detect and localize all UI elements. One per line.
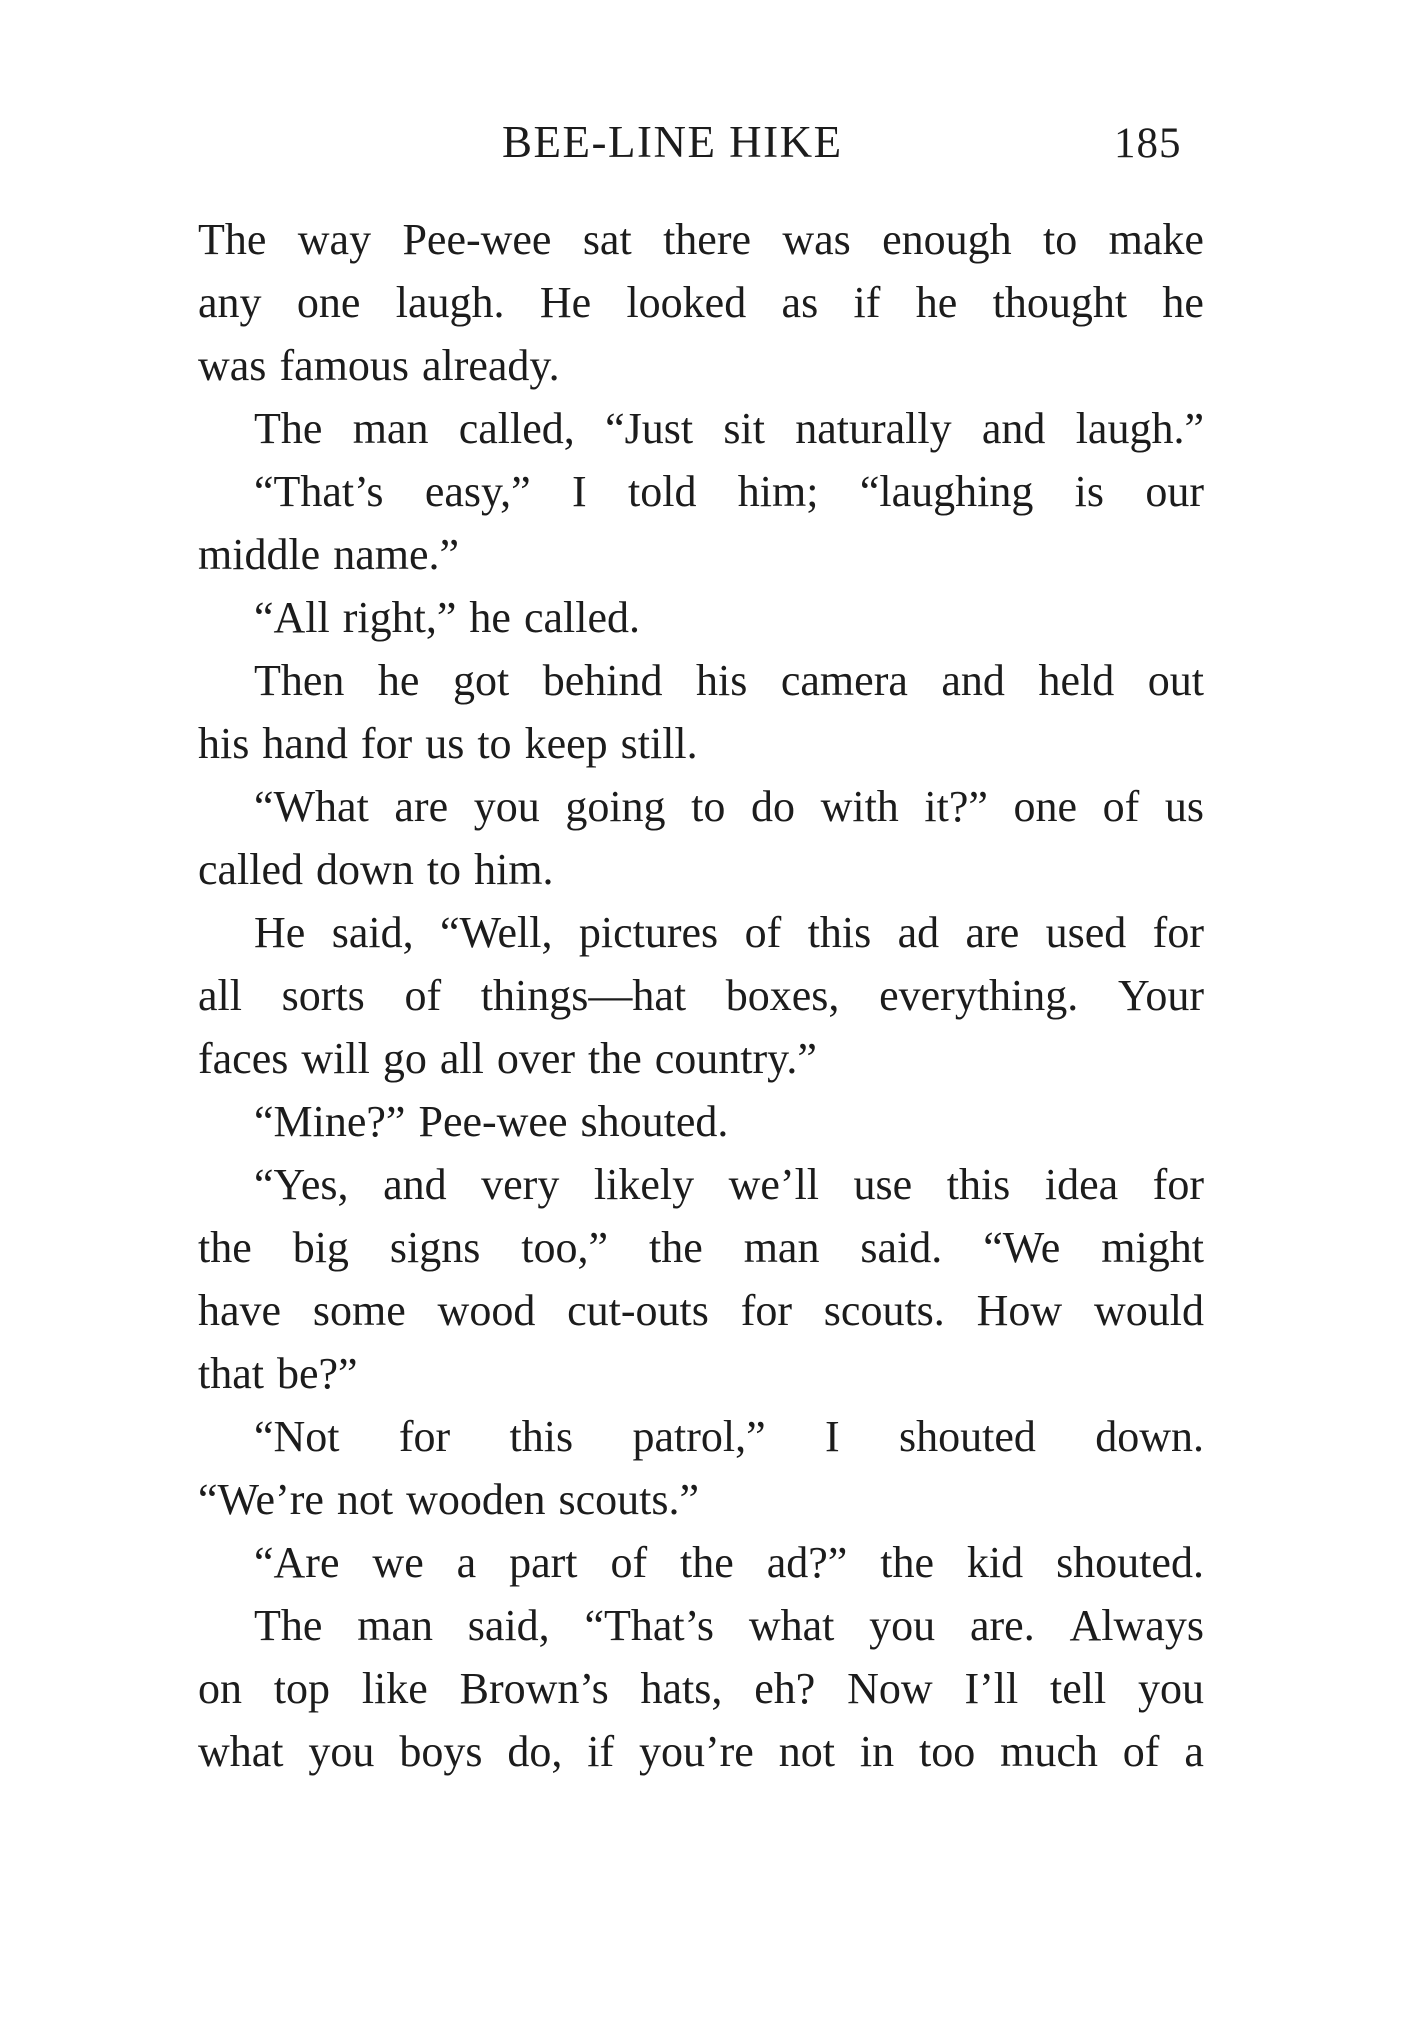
word: to (426, 845, 462, 894)
word: looked (626, 278, 747, 327)
word: Always (1069, 1601, 1204, 1650)
word: all (439, 1034, 484, 1083)
word: big (292, 1223, 349, 1272)
word: for (740, 1286, 792, 1335)
word: hats, (640, 1664, 723, 1713)
text-line (198, 964, 1204, 1027)
word: thought (992, 278, 1128, 327)
word: Pee-wee (402, 215, 552, 264)
word: a (456, 1538, 477, 1587)
text-line (198, 1720, 1204, 1783)
word: laugh.” (1075, 404, 1204, 453)
word: sit (723, 404, 765, 453)
word: likely (593, 1160, 695, 1209)
word: are. (969, 1601, 1035, 1650)
text-line (198, 712, 1204, 775)
word: The (254, 1601, 323, 1650)
word: might (1101, 1223, 1204, 1272)
text-line (198, 1027, 1204, 1090)
word: was (782, 215, 851, 264)
word: camera (780, 656, 908, 705)
word: eh? (754, 1664, 816, 1713)
word: middle (198, 530, 321, 579)
word: boxes, (725, 971, 840, 1020)
page-number: 185 (1114, 120, 1182, 167)
word: like (361, 1664, 428, 1713)
word: pictures (578, 908, 719, 957)
word: you (869, 1601, 936, 1650)
word: ad (897, 908, 940, 957)
word: man (357, 1601, 433, 1650)
text-line (198, 208, 1204, 271)
word: all (198, 971, 242, 1020)
word: he (915, 278, 958, 327)
word: easy,” (424, 467, 531, 516)
word: there (663, 215, 751, 264)
word: hand (262, 719, 348, 768)
word: not (336, 1475, 394, 1524)
word: “That’s (254, 467, 384, 516)
word: some (312, 1286, 406, 1335)
word: called. (523, 593, 640, 642)
word: as (781, 278, 819, 327)
word: be?” (276, 1349, 358, 1398)
word: famous (279, 341, 409, 390)
text-line (198, 460, 1204, 523)
word: use (853, 1160, 913, 1209)
word: have (198, 1286, 282, 1335)
word: of (1122, 1727, 1160, 1776)
word: said, (331, 908, 414, 957)
word: and (981, 404, 1046, 453)
word: enough (882, 215, 1012, 264)
body-text (198, 208, 1204, 1783)
text-line (198, 838, 1204, 901)
word: one (296, 278, 361, 327)
word: kid (966, 1538, 1024, 1587)
word: everything. (879, 971, 1079, 1020)
word: faces (198, 1034, 289, 1083)
word: “What (254, 782, 369, 831)
running-title: BEE-LINE HIKE (502, 117, 843, 167)
text-line (198, 775, 1204, 838)
word: Your (1117, 971, 1204, 1020)
word: said, (467, 1601, 550, 1650)
word: of (404, 971, 442, 1020)
word: he (469, 593, 511, 642)
text-line (198, 1405, 1204, 1468)
word: called (198, 845, 304, 894)
word: Then (254, 656, 345, 705)
text-line (198, 1153, 1204, 1216)
word: us (425, 719, 465, 768)
word: for (360, 719, 413, 768)
word: if (853, 278, 881, 327)
word: our (1145, 467, 1204, 516)
word: for (1152, 1160, 1204, 1209)
word: for (1152, 908, 1204, 957)
word: one (1013, 782, 1078, 831)
word: “Not (254, 1412, 340, 1461)
word: this (509, 1412, 574, 1461)
text-line (198, 1342, 1204, 1405)
word: of (744, 908, 782, 957)
word: shouted (898, 1412, 1036, 1461)
word: “Well, (439, 908, 553, 957)
word: us (1164, 782, 1204, 831)
word: I (572, 467, 587, 516)
word: man (743, 1223, 820, 1272)
word: too,” (521, 1223, 609, 1272)
word: patrol,” (632, 1412, 766, 1461)
word: said. (860, 1223, 943, 1272)
word: got (452, 656, 510, 705)
word: he (1162, 278, 1204, 327)
word: this (946, 1160, 1011, 1209)
word: the (198, 1223, 252, 1272)
word: right,” (342, 593, 457, 642)
word: make (1108, 215, 1204, 264)
word: in (859, 1727, 895, 1776)
text-line (198, 1657, 1204, 1720)
word: He (539, 278, 592, 327)
word: called, (458, 404, 575, 453)
word: signs (389, 1223, 481, 1272)
text-line (198, 901, 1204, 964)
word: any (198, 278, 262, 327)
word: we’ll (728, 1160, 820, 1209)
word: shouted. (580, 1097, 729, 1146)
word: out (1147, 656, 1204, 705)
word: already. (421, 341, 560, 390)
word: “All (254, 593, 330, 642)
text-line (198, 1468, 1204, 1531)
word: of (1102, 782, 1140, 831)
word: things—hat (480, 971, 687, 1020)
word: the (680, 1538, 734, 1587)
word: behind (542, 656, 663, 705)
text-line (198, 1090, 1204, 1153)
word: keep (524, 719, 608, 768)
word: and (941, 656, 1005, 705)
word: “Just (605, 404, 694, 453)
word: Brown’s (459, 1664, 609, 1713)
word: laugh. (395, 278, 505, 327)
word: very (481, 1160, 560, 1209)
text-line (198, 649, 1204, 712)
word: used (1045, 908, 1127, 957)
word: down. (1095, 1412, 1204, 1461)
word: him. (474, 845, 554, 894)
word: still. (620, 719, 698, 768)
word: what (748, 1601, 835, 1650)
word: and (383, 1160, 447, 1209)
word: The (198, 215, 267, 264)
word: wooden (406, 1475, 546, 1524)
word: will (301, 1034, 370, 1083)
text-line (198, 1531, 1204, 1594)
word: told (628, 467, 697, 516)
text-line (198, 334, 1204, 397)
word: on (198, 1664, 242, 1713)
word: his (198, 719, 250, 768)
word: “Are (254, 1538, 340, 1587)
word: the (880, 1538, 934, 1587)
word: scouts. (823, 1286, 945, 1335)
word: for (398, 1412, 451, 1461)
word: with (820, 782, 899, 831)
running-head (0, 112, 1426, 172)
word: much (1000, 1727, 1098, 1776)
word: Pee-wee (418, 1097, 568, 1146)
word: a (1184, 1727, 1204, 1776)
word: was (198, 341, 267, 390)
word: you (308, 1727, 375, 1776)
word: “We (983, 1223, 1061, 1272)
word: naturally (795, 404, 952, 453)
word: “That’s (584, 1601, 715, 1650)
word: sat (582, 215, 632, 264)
word: you (1138, 1664, 1204, 1713)
word: I (824, 1412, 840, 1461)
word: to (477, 719, 512, 768)
word: it?” (924, 782, 988, 831)
word: do (750, 782, 795, 831)
word: I’ll (964, 1664, 1019, 1713)
word: of (610, 1538, 648, 1587)
word: not (778, 1727, 835, 1776)
word: “laughing (859, 467, 1034, 516)
word: are (965, 908, 1020, 957)
word: Now (847, 1664, 933, 1713)
word: this (807, 908, 872, 957)
text-line (198, 523, 1204, 586)
word: the (649, 1223, 703, 1272)
text-line (198, 397, 1204, 460)
word: cut-outs (567, 1286, 709, 1335)
word: over (496, 1034, 575, 1083)
word: name.” (333, 530, 460, 579)
word: top (273, 1664, 331, 1713)
word: country.” (654, 1034, 817, 1083)
text-line (198, 586, 1204, 649)
word: you (473, 782, 540, 831)
word: held (1038, 656, 1115, 705)
word: him; (737, 467, 819, 516)
word: ad?” (766, 1538, 848, 1587)
word: boys (399, 1727, 483, 1776)
word: idea (1044, 1160, 1119, 1209)
word: is (1074, 467, 1105, 516)
word: that (198, 1349, 264, 1398)
word: would (1093, 1286, 1204, 1335)
word: go (382, 1034, 427, 1083)
word: “Yes, (254, 1160, 349, 1209)
word: down (316, 845, 414, 894)
word: what (198, 1727, 284, 1776)
word: shouted. (1056, 1538, 1204, 1587)
text-line (198, 1594, 1204, 1657)
word: are (394, 782, 449, 831)
word: to (691, 782, 726, 831)
word: wood (437, 1286, 536, 1335)
text-line (198, 271, 1204, 334)
word: How (976, 1286, 1063, 1335)
word: way (297, 215, 372, 264)
word: “Mine?” (254, 1097, 406, 1146)
word: sorts (281, 971, 365, 1020)
word: his (696, 656, 748, 705)
word: man (352, 404, 429, 453)
text-line (198, 1216, 1204, 1279)
word: do, (507, 1727, 563, 1776)
word: the (588, 1034, 642, 1083)
word: part (509, 1538, 578, 1587)
word: scouts.” (558, 1475, 699, 1524)
word: too (918, 1727, 976, 1776)
word: to (1043, 215, 1078, 264)
word: if (587, 1727, 615, 1776)
word: you’re (639, 1727, 754, 1776)
word: tell (1050, 1664, 1107, 1713)
word: we (372, 1538, 424, 1587)
word: The (254, 404, 323, 453)
word: he (377, 656, 420, 705)
text-line (198, 1279, 1204, 1342)
word: He (254, 908, 306, 957)
word: going (565, 782, 666, 831)
word: “We’re (198, 1475, 324, 1524)
